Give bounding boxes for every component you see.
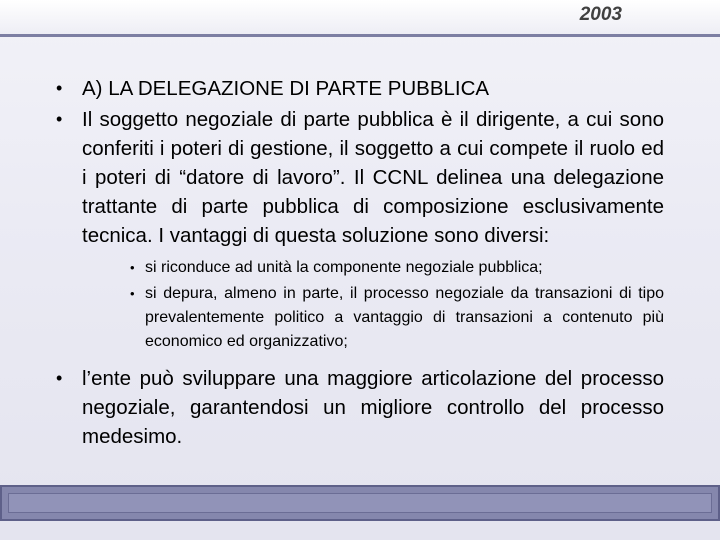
sub-bullet-text: si riconduce ad unità la componente negoziale pubblica;	[145, 259, 543, 276]
header-divider	[0, 34, 720, 37]
bullet-paragraph	[56, 105, 664, 250]
sub-bullet-item	[130, 282, 664, 354]
bullet-mark: •	[56, 78, 63, 98]
sub-bullet-mark: •	[130, 260, 135, 275]
bullet-mark: •	[56, 109, 63, 129]
sub-bullet-text: si depura, almeno in parte, il processo negoziale da transazioni di tipo prevalentemente politico a vantaggio di transazioni a contenuto più economico ed organizzativo;	[145, 285, 664, 350]
bullet-text: A) LA DELEGAZIONE DI PARTE PUBBLICA	[82, 77, 490, 100]
sub-bullet-list	[56, 256, 664, 354]
bullet-text: Il soggetto negoziale di parte pubblica è il dirigente, a cui sono conferiti i poteri di gestione, il soggetto a cui compete il ruolo ed i poteri di “datore di lavoro”. Il CCNL delinea una delegazione trattante di parte pubblica di composizione esclusivamente tecnica. I vantaggi di questa soluzione sono diversi:	[82, 108, 664, 247]
footer-bar-inner	[8, 493, 712, 513]
sub-bullet-mark: •	[130, 286, 135, 301]
bullet-mark: •	[56, 368, 63, 388]
bullet-text: l’ente può sviluppare una maggiore articolazione del processo negoziale, garantendosi un migliore controllo del processo medesimo.	[82, 367, 664, 448]
year-label: 2003	[579, 4, 622, 25]
sub-bullet-item	[130, 256, 664, 280]
footer-bar	[0, 485, 720, 521]
header-band	[0, 0, 720, 34]
bullet-paragraph	[56, 364, 664, 451]
bullet-heading	[56, 74, 664, 103]
slide-content	[56, 74, 664, 453]
